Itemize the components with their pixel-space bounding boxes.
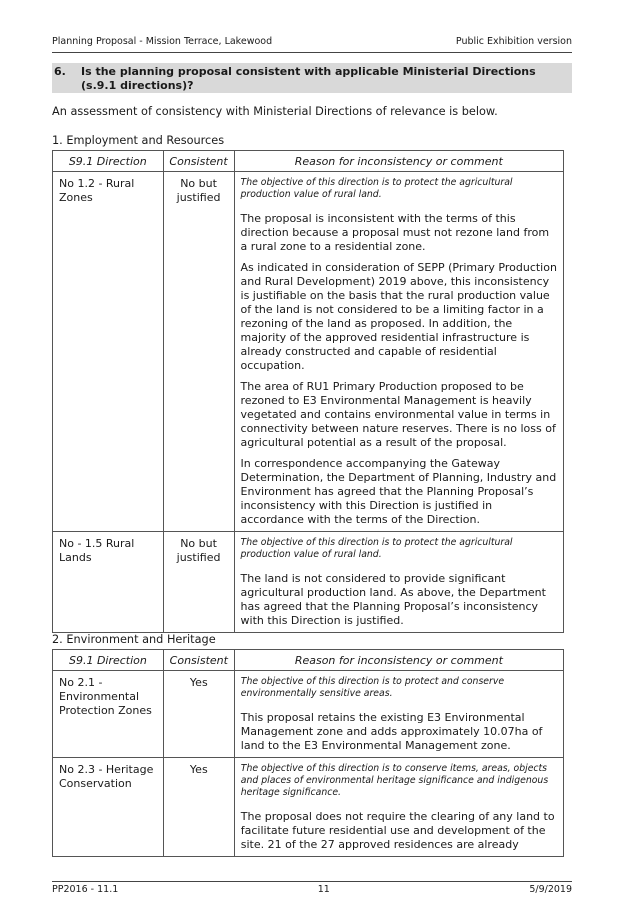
table-header-row: [53, 650, 564, 671]
comment-paragraph: The proposal is inconsistent with the terms of this direction because a proposal must not rezone land from a rural zone to a residential zone.: [240, 212, 550, 253]
column-header-reason: Reason for inconsistency or comment: [234, 650, 563, 671]
consistent-cell: Yes: [163, 671, 234, 758]
objective-text: The objective of this direction is to conserve items, areas, objects and places of environmental heritage significance and indigenous heritage significance.: [240, 763, 549, 798]
footer-date: 5/9/2019: [529, 884, 572, 895]
comment-paragraph: In correspondence accompanying the Gateway Determination, the Department of Planning, Industry and Environment has agreed that the Planning Proposal’s inconsistency with this Direction is justified in accordance with the terms of the Direction.: [240, 457, 557, 526]
comment-paragraph: The proposal does not require the clearing of any land to facilitate future residential use and development of the site. 21 of the 27 approved residences are already: [240, 810, 555, 851]
column-header-direction: S9.1 Direction: [53, 650, 164, 671]
column-header-direction: S9.1 Direction: [53, 151, 164, 172]
reason-cell: [234, 671, 563, 758]
direction-cell: No 2.1 - Environmental Protection Zones: [53, 671, 164, 758]
direction-cell: No 1.2 - Rural Zones: [53, 172, 164, 532]
page-footer: [52, 881, 572, 895]
comment-paragraph: As indicated in consideration of SEPP (Primary Production and Rural Development) 2019 above, this inconsistency is justifiable on the basis that the rural production value of the land is not considered to be a limiting factor in a rezoning of the land as proposed. In addition, the majority of the approved residential infrastructure is already constructed and capable of residential occupation.: [240, 261, 557, 372]
table-header-row: [53, 151, 564, 172]
column-header-consistent: Consistent: [163, 650, 234, 671]
objective-text: The objective of this direction is to protect the agricultural production value of rural land.: [240, 537, 513, 560]
consistent-cell: Yes: [163, 758, 234, 857]
column-header-reason: Reason for inconsistency or comment: [234, 151, 563, 172]
column-header-consistent: Consistent: [163, 151, 234, 172]
table-heading-employment: 1. Employment and Resources: [52, 134, 225, 147]
header-title: Planning Proposal - Mission Terrace, Lakewood: [52, 36, 273, 47]
direction-cell: No 2.3 - Heritage Conservation: [53, 758, 164, 857]
footer-document-id: PP2016 - 11.1: [52, 884, 119, 895]
section-number: 6.: [54, 65, 66, 78]
table-environment-heritage: [52, 649, 564, 857]
comment-paragraph: The land is not considered to provide significant agricultural production land. As above, the Department has agreed that the Planning Proposal’s inconsistency with this Direction is justified.: [240, 572, 546, 627]
table-row: [53, 671, 564, 758]
header-version: Public Exhibition version: [455, 36, 572, 47]
table-employment-resources: [52, 150, 564, 633]
comment-paragraph: The area of RU1 Primary Production proposed to be rezoned to E3 Environmental Management is heavily vegetated and contains environmental value in terms in connectivity between nature reserves. There is no loss of agricultural potential as a result of the proposal.: [240, 380, 556, 449]
table-heading-environment: 2. Environment and Heritage: [52, 633, 216, 646]
consistent-cell: No but justified: [163, 532, 234, 633]
section-heading: [52, 63, 572, 93]
table-row: [53, 758, 564, 857]
table-row: [53, 532, 564, 633]
consistent-cell: No but justified: [163, 172, 234, 532]
reason-cell: [234, 532, 563, 633]
reason-cell: [234, 172, 563, 532]
objective-text: The objective of this direction is to protect the agricultural production value of rural land.: [240, 177, 513, 200]
section-intro: An assessment of consistency with Ministerial Directions of relevance is below.: [52, 105, 498, 118]
comment-paragraph: This proposal retains the existing E3 Environmental Management zone and adds approximately 10.07ha of land to the E3 Environmental Management zone.: [240, 711, 543, 752]
section-title: Is the planning proposal consistent with applicable Ministerial Directions (s.9.1 directions)?: [81, 65, 536, 92]
table-row: [53, 172, 564, 532]
direction-cell: No - 1.5 Rural Lands: [53, 532, 164, 633]
objective-text: The objective of this direction is to protect and conserve environmentally sensitive areas.: [240, 676, 505, 699]
reason-cell: [234, 758, 563, 857]
page-header: [52, 36, 572, 53]
page-number: 11: [317, 884, 330, 895]
